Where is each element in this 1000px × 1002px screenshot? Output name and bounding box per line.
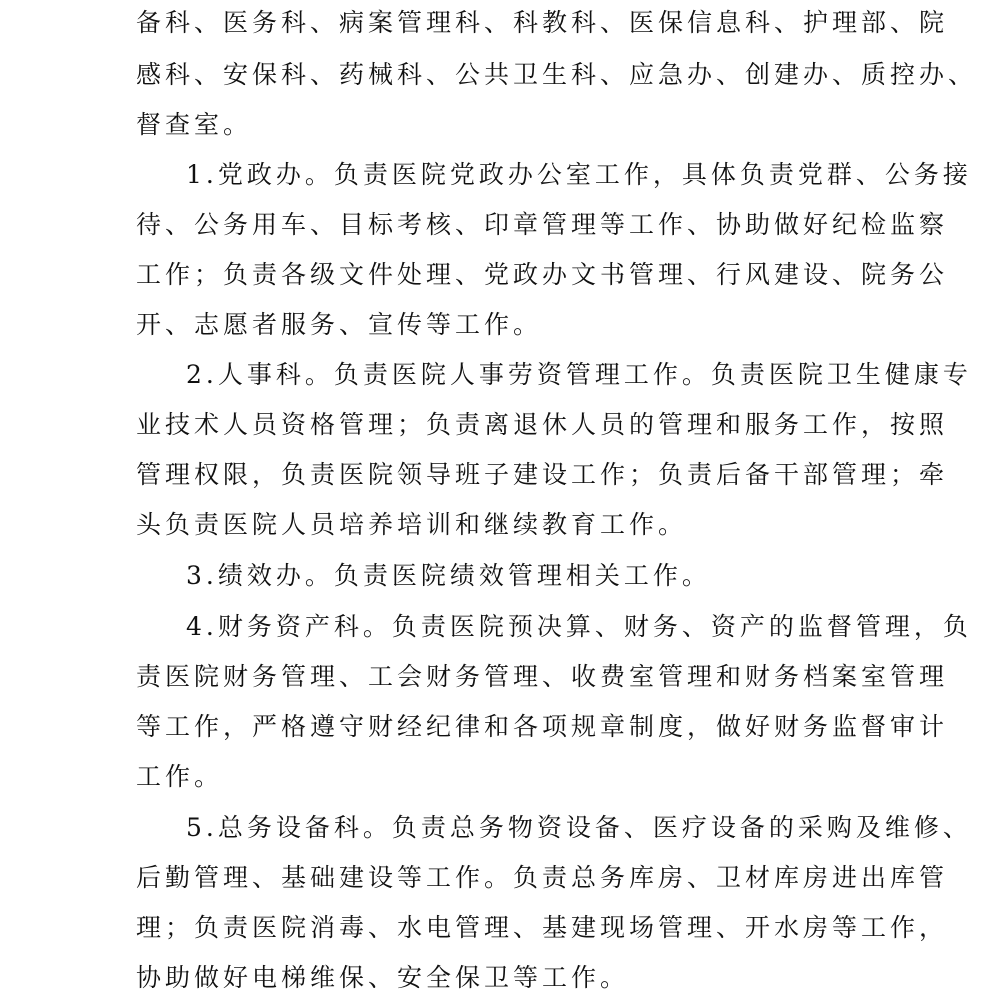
- text-line: 待、公务用车、目标考核、印章管理等工作、协助做好纪检监察: [136, 210, 949, 239]
- text-line: 工作；负责各级文件处理、党政办文书管理、行风建设、院务公: [136, 260, 949, 289]
- paragraph-5-start: 5.总务设备科。负责总务物资设备、医疗设备的采购及维修、: [186, 813, 972, 842]
- text-line: 协助做好电梯维保、安全保卫等工作。: [136, 963, 630, 992]
- paragraph-2-start: 2.人事科。负责医院人事劳资管理工作。负责医院卫生健康专: [186, 360, 972, 389]
- text-line: 业技术人员资格管理；负责离退休人员的管理和服务工作，按照: [136, 410, 949, 439]
- text-line: 理；负责医院消毒、水电管理、基建现场管理、开水房等工作，: [136, 913, 949, 942]
- text-line: 后勤管理、基础建设等工作。负责总务库房、卫材库房进出库管: [136, 863, 949, 892]
- text-line: 管理权限，负责医院领导班子建设工作；负责后备干部管理；牵: [136, 460, 949, 489]
- paragraph-4-start: 4.财务资产科。负责医院预决算、财务、资产的监督管理，负: [186, 612, 972, 641]
- text-line: 责医院财务管理、工会财务管理、收费室管理和财务档案室管理: [136, 662, 949, 691]
- text-line: 感科、安保科、药械科、公共卫生科、应急办、创建办、质控办、: [136, 60, 978, 89]
- paragraph-3-start: 3.绩效办。负责医院绩效管理相关工作。: [186, 561, 711, 590]
- text-line: 头负责医院人员培养培训和继续教育工作。: [136, 510, 688, 539]
- text-line: 开、志愿者服务、宣传等工作。: [136, 310, 543, 339]
- text-line: 督查室。: [136, 110, 253, 139]
- text-line: 备科、医务科、病案管理科、科教科、医保信息科、护理部、院: [136, 8, 949, 37]
- paragraph-1-start: 1.党政办。负责医院党政办公室工作，具体负责党群、公务接: [186, 160, 972, 189]
- text-line: 等工作，严格遵守财经纪律和各项规章制度，做好财务监督审计: [136, 712, 949, 741]
- text-line: 工作。: [136, 762, 224, 791]
